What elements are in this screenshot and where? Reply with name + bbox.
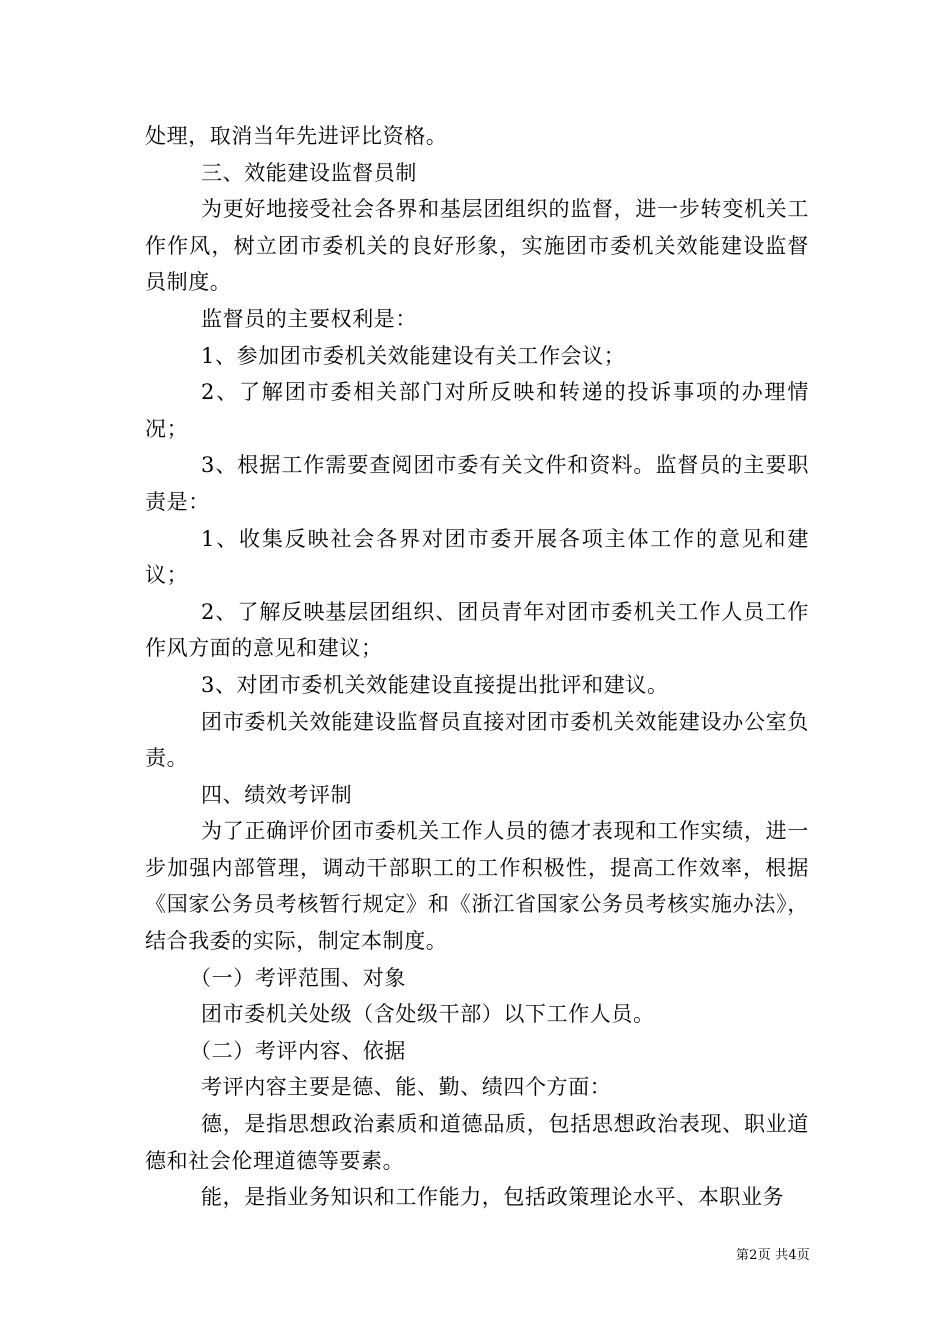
list-item: 2、了解反映基层团组织、团员青年对团市委机关工作人员工作作风方面的意见和建议； — [145, 599, 809, 661]
paragraph: 德，是指思想政治素质和道德品质，包括思想政治表现、职业道德和社会伦理道德等要素。 — [145, 1112, 809, 1173]
list-item: 3、对团市委机关效能建设直接提出批评和建议。 — [201, 672, 669, 697]
subsection-heading: （二）考评内容、依据 — [190, 1038, 406, 1063]
paragraph: 团市委机关处级（含处级干部）以下工作人员。 — [201, 1002, 655, 1027]
paragraph: 能，是指业务知识和工作能力，包括政策理论水平、本职业务 — [201, 1185, 785, 1210]
document-body — [145, 118, 809, 1216]
list-item: 1、收集反映社会各界对团市委开展各项主体工作的意见和建议； — [145, 526, 809, 588]
list-item: 1、参加团市委机关效能建设有关工作会议； — [201, 343, 626, 368]
list-item: 3、根据工作需要查阅团市委有关文件和资料。监督员的主要职责是： — [145, 453, 809, 514]
subsection-heading: （一）考评范围、对象 — [190, 965, 406, 990]
page-number-footer: 第2页 共4页 — [735, 1248, 810, 1263]
paragraph: 处理，取消当年先进评比资格。 — [145, 124, 448, 148]
paragraph: 监督员的主要权利是： — [201, 306, 417, 331]
paragraph: 为更好地接受社会各界和基层团组织的监督，进一步转变机关工作作风，树立团市委机关的良好形象，实施团市委机关效能建设监督员制度。 — [145, 197, 809, 295]
list-item: 2、了解团市委相关部门对所反映和转递的投诉事项的办理情况； — [145, 380, 809, 441]
section-heading: 三、效能建设监督员制 — [201, 160, 417, 185]
paragraph: 考评内容主要是德、能、勤、绩四个方面： — [201, 1075, 612, 1100]
paragraph: 为了正确评价团市委机关工作人员的德才表现和工作实绩，进一步加强内部管理，调动干部职工的工作积极性，提高工作效率，根据《国家公务员考核暂行规定》和《浙江省国家公务员考核实施办法》，结合我委的实际，制定本制度。 — [145, 819, 809, 954]
paragraph: 团市委机关效能建设监督员直接对团市委机关效能建设办公室负责。 — [145, 709, 809, 771]
section-heading: 四、绩效考评制 — [201, 782, 353, 807]
